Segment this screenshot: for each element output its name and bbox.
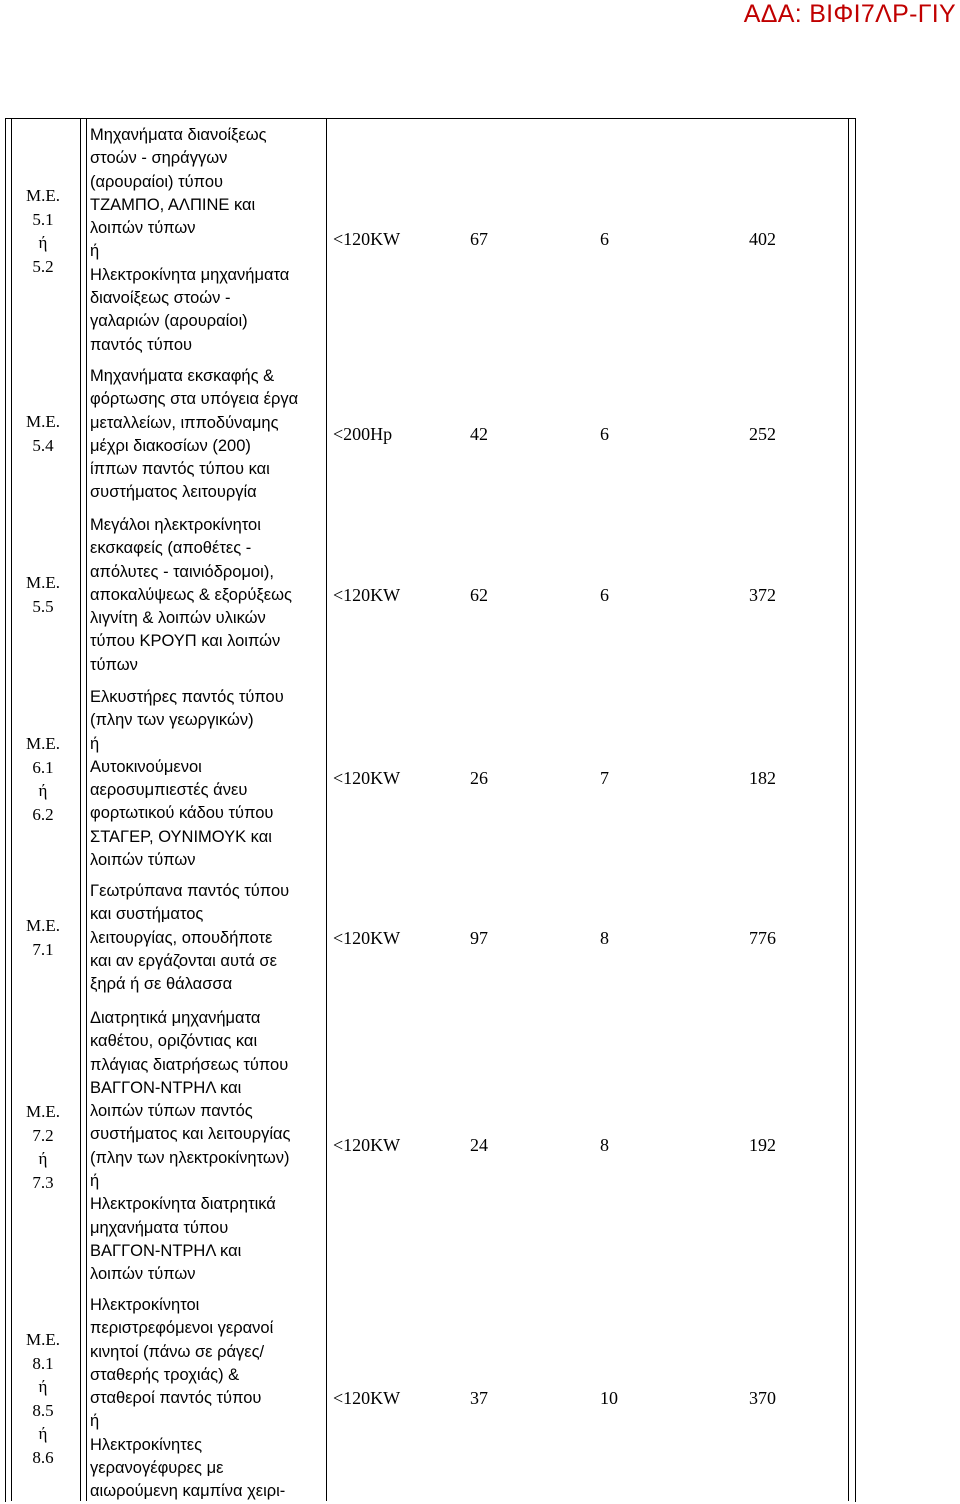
row-power: <120KW [333,1135,401,1155]
row-description: Μηχανήματα εκσκαφής & φόρτωσης στα υπόγεια έργα μεταλλείων, ιπποδύναμης μέχρι διακοσίων (200) ίππων παντός τύπου και συστήματος λειτουργία [90,367,299,502]
row-code: Μ.Ε. 7.2 ή 7.3 [26,1102,60,1192]
row-value-1: 24 [470,1135,488,1155]
row-power: <120KW [333,768,401,788]
row-value-1: 26 [470,768,488,788]
row-value-2: 8 [600,928,609,948]
row-value-3: 192 [749,1135,776,1155]
row-description: Ελκυστήρες παντός τύπου (πλην των γεωργικών) ή Αυτοκινούμενοι αεροσυμπιεστές άνευ φορτωτικού κάδου τύπου ΣΤΑΓΕΡ, ΟΥΝΙΜΟΥΚ και λοιπών τύπων [90,688,284,870]
row-description: Διατρητικά μηχανήματα καθέτου, οριζόντιας και πλάγιας διατρήσεως τύπου ΒΑΓΓΟΝ-ΝΤΡΗΛ και λοιπών τύπων παντός συστήματος και λειτουργίας (πλην των ηλεκτροκίνητων) ή Ηλεκτροκίνητα διατρητικά μηχανήματα τύπου ΒΑΓΓΟΝ-ΝΤΡΗΛ και λοιπών τύπων [90,1009,291,1284]
row-power: <120KW [333,585,401,605]
row-value-2: 7 [600,768,609,788]
row-value-3: 370 [749,1388,776,1408]
row-value-1: 67 [470,229,488,249]
row-code: Μ.Ε. 8.1 ή 8.5 ή 8.6 [26,1330,60,1467]
row-value-2: 6 [600,229,609,249]
row-code: Μ.Ε. 5.5 [26,573,60,616]
row-value-3: 402 [749,229,776,249]
column-divider-desc [326,118,327,1501]
row-value-1: 42 [470,424,488,444]
row-code: Μ.Ε. 5.1 ή 5.2 [26,186,60,276]
row-code: Μ.Ε. 5.4 [26,412,60,455]
ada-code: ΑΔΑ: ΒΙΦΙ7ΛΡ-ΓΙΥ [743,0,956,28]
row-description: Μηχανήματα διανοίξεως στοών - σηράγγων (αρουραίοι) τύπου ΤΖΑΜΠΟ, ΑΛΠΙΝΕ και λοιπών τύπων ή Ηλεκτροκίνητα μηχανήματα διανοίξεως στοών - γαλαριών (αρουραίοι) παντός τύπου [90,126,290,354]
row-description: Ηλεκτροκίνητοι περιστρεφόμενοι γερανοί κινητοί (πάνω σε ράγες/ σταθερής τροχιάς) & σταθεροί παντός τύπου ή Ηλεκτροκίνητες γερανογέφυρες με αιωρούμενη καμπίνα χειρι- [90,1296,286,1501]
row-description: Γεωτρύπανα παντός τύπου και συστήματος λειτουργίας, οπουδήποτε και αν εργάζονται αυτά σε ξηρά ή σε θάλασσα [90,882,290,994]
row-value-1: 97 [470,928,488,948]
row-power: <200Hp [333,424,393,444]
row-value-2: 6 [600,585,609,605]
row-value-3: 776 [749,928,776,948]
column-divider-code-2 [86,118,87,1501]
row-description: Μεγάλοι ηλεκτροκίνητοι εκσκαφείς (αποθέτες - απόλυτες - ταινιόδρομοι), αποκαλύψεως & εξορύξεως λιγνίτη & λοιπών υλικών τύπου ΚΡΟΥΠ και λοιπών τύπων [90,516,292,674]
row-value-1: 37 [470,1388,488,1408]
table-inner-right-border [848,118,849,1501]
row-value-3: 182 [749,768,776,788]
row-power: <120KW [333,229,401,249]
row-code: Μ.Ε. 7.1 [26,916,60,959]
row-value-3: 252 [749,424,776,444]
row-value-3: 372 [749,585,776,605]
row-value-2: 8 [600,1135,609,1155]
row-value-1: 62 [470,585,488,605]
row-value-2: 6 [600,424,609,444]
row-code: Μ.Ε. 6.1 ή 6.2 [26,734,60,824]
row-power: <120KW [333,928,401,948]
row-value-2: 10 [600,1388,618,1408]
row-power: <120KW [333,1388,401,1408]
column-divider-code [80,118,81,1501]
